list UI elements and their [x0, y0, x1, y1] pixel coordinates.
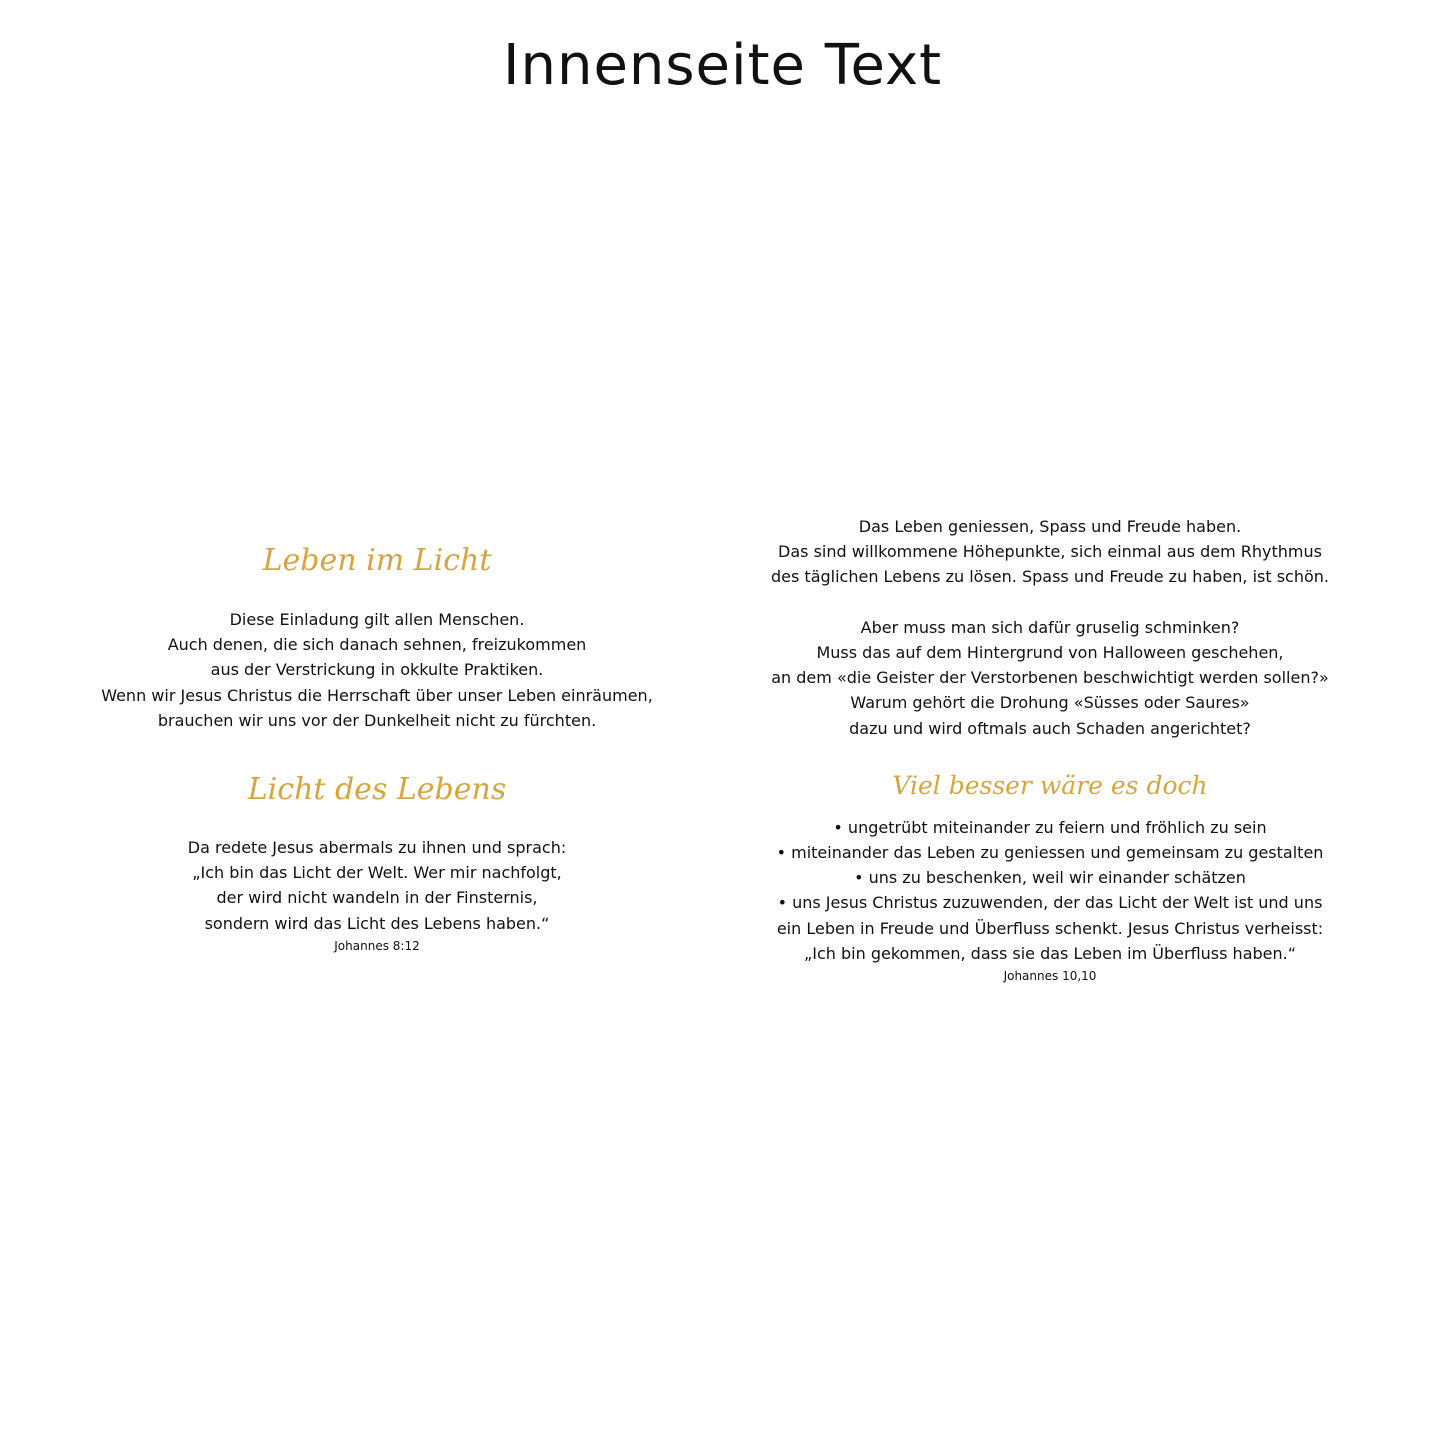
text-line: Auch denen, die sich danach sehnen, freizukommen — [167, 635, 587, 655]
bullet-list — [740, 815, 1360, 966]
bible-reference: Johannes 10,10 — [1003, 969, 1097, 984]
text-line: dazu und wird oftmals auch Schaden angerichtet? — [849, 718, 1251, 738]
text-line: sondern wird das Licht des Lebens haben.“ — [204, 913, 550, 933]
list-item: • uns Jesus Christus zuzuwenden, der das Licht der Welt ist und uns — [777, 893, 1323, 913]
invitation-paragraph — [60, 607, 694, 733]
list-item: • uns zu beschenken, weil wir einander schätzen — [854, 868, 1246, 888]
text-line: Muss das auf dem Hintergrund von Halloween geschehen, — [816, 643, 1284, 662]
heading-viel-besser: Viel besser wäre es doch — [892, 770, 1208, 800]
text-line: Da redete Jesus abermals zu ihnen und sprach: — [187, 838, 567, 858]
list-item: ein Leben in Freude und Überfluss schenkt. Jesus Christus verheisst: — [776, 918, 1324, 938]
text-line: „Ich bin das Licht der Welt. Wer mir nachfolgt, — [192, 863, 562, 883]
heading-licht-des-lebens: Licht des Lebens — [247, 772, 507, 808]
paragraph-spacer — [740, 590, 1360, 615]
intro-paragraph — [740, 514, 1360, 741]
page-title: Innenseite Text — [502, 33, 943, 98]
list-item: • miteinander das Leben zu geniessen und gemeinsam zu gestalten — [776, 843, 1324, 863]
bible-reference: Johannes 8:12 — [334, 938, 420, 953]
heading-leben-im-licht: Leben im Licht — [262, 543, 492, 578]
right-column — [740, 514, 1360, 984]
text-line: aus der Verstrickung in okkulte Praktiken. — [210, 660, 544, 680]
text-line: des täglichen Lebens zu lösen. Spass und Freude zu haben, ist schön. — [771, 567, 1329, 587]
left-column — [60, 525, 694, 954]
text-line: der wird nicht wandeln in der Finsternis, — [216, 888, 538, 908]
bible-quote — [60, 835, 694, 936]
text-line: Das Leben geniessen, Spass und Freude haben. — [858, 517, 1242, 536]
text-line: Warum gehört die Drohung «Süsses oder Saures» — [850, 693, 1250, 713]
text-line: Aber muss man sich dafür gruselig schminken? — [860, 617, 1240, 637]
list-item: „Ich bin gekommen, dass sie das Leben im Überfluss haben.“ — [803, 943, 1297, 963]
text-line: Diese Einladung gilt allen Menschen. — [229, 610, 525, 629]
text-line: Wenn wir Jesus Christus die Herrschaft über unser Leben einräumen, — [101, 685, 653, 705]
text-line: an dem «die Geister der Verstorbenen beschwichtigt werden sollen?» — [771, 668, 1329, 688]
list-item: • ungetrübt miteinander zu feiern und fröhlich zu sein — [833, 817, 1267, 837]
text-line: brauchen wir uns vor der Dunkelheit nicht zu fürchten. — [157, 710, 597, 730]
text-line: Das sind willkommene Höhepunkte, sich einmal aus dem Rhythmus — [778, 542, 1322, 562]
